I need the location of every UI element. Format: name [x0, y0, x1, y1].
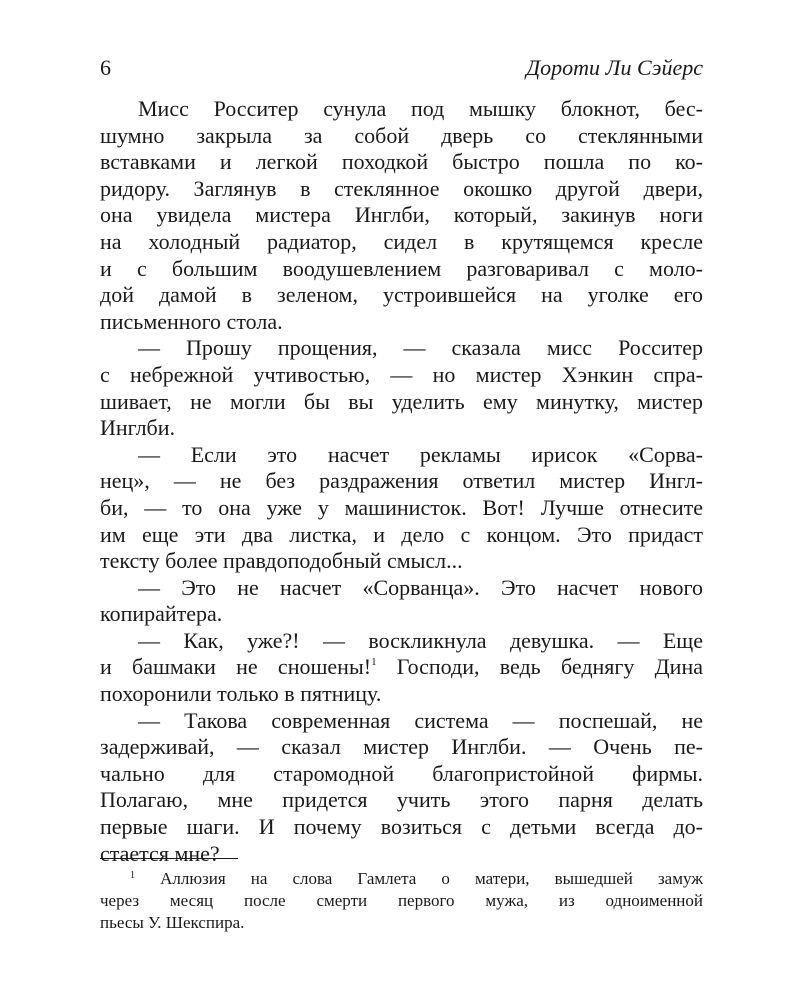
text-line: — Если это насчет рекламы ирисок «Сорва- — [138, 441, 703, 467]
text-line: письменного стола. — [100, 308, 283, 334]
text-line-part: Господи, ведь беднягу Дина — [376, 654, 703, 680]
text-line: Инглби. — [100, 415, 176, 441]
text-line: — Это не насчет «Сорванца». Это насчет нового — [138, 574, 703, 600]
footnote-number: 1 — [130, 870, 135, 881]
running-head-author: Дороти Ли Сэйерс — [526, 55, 703, 80]
text-line: похоронили только в пятницу. — [100, 681, 382, 707]
text-line: тексту более правдоподобный смысл... — [100, 548, 463, 574]
text-line: Мисс Росситер сунула под мышку блокнот, бес- — [138, 96, 703, 121]
footnote-separator — [100, 858, 238, 859]
text-line: чально для старомодной благопристойной фирмы. — [100, 760, 703, 786]
footnote-line: через месяц после смерти первого мужа, из одноименной — [100, 891, 703, 910]
text-line: шумно закрыла за собой дверь со стеклянными — [100, 122, 703, 148]
text-line: — Такова современная система — поспешай, не — [138, 707, 703, 733]
page-number: 6 — [100, 55, 111, 80]
text-line: нец», — не без раздражения ответил мистер Ингл- — [100, 468, 703, 494]
text-line: стается мне? — [100, 840, 220, 866]
page-header — [100, 55, 703, 85]
footnote-text: Аллюзия на слова Гамлета о матери, вышедшей замуж — [160, 869, 703, 888]
text-line: на холодный радиатор, сидел в крутящемся кресле — [100, 228, 703, 254]
text-line — [100, 654, 703, 681]
text-line: задерживай, — сказал мистер Инглби. — Очень пе- — [100, 734, 703, 760]
footnote-line: пьесы У. Шекспира. — [100, 913, 245, 932]
text-line: и с большим воодушевлением разговаривал с моло- — [100, 255, 703, 281]
text-line: би, — то она уже у машинисток. Вот! Лучше отнесите — [100, 494, 703, 520]
text-line: вставками и легкой походкой быстро пошла по ко- — [100, 149, 703, 175]
body-text — [100, 96, 703, 867]
text-line: шивает, не могли бы вы уделить ему минутку, мистер — [100, 388, 703, 414]
footnote-ref-mark[interactable]: 1 — [371, 656, 377, 669]
footnote-line — [100, 868, 703, 890]
text-line-part: и башмаки не сношены! — [100, 654, 372, 680]
text-line: Полагаю, мне придется учить этого парня делать — [100, 787, 703, 813]
footnotes — [100, 868, 703, 934]
text-line: копирайтера. — [100, 601, 223, 627]
text-line: им еще эти два листка, и дело с концом. Это придаст — [100, 521, 703, 547]
text-line: первые шаги. И почему возиться с детьми всегда до- — [100, 814, 703, 840]
text-line: — Прошу прощения, — сказала мисс Росситер — [138, 335, 703, 361]
text-line: — Как, уже?! — воскликнула девушка. — Еще — [138, 627, 703, 653]
text-line: ридору. Заглянув в стеклянное окошко другой двери, — [100, 175, 703, 201]
text-line: она увидела мистера Инглби, который, закинув ноги — [100, 202, 703, 228]
text-line: с небрежной учтивостью, — но мистер Хэнкин спра- — [100, 361, 703, 387]
text-line: дой дамой в зеленом, устроившейся на уголке его — [100, 282, 703, 308]
